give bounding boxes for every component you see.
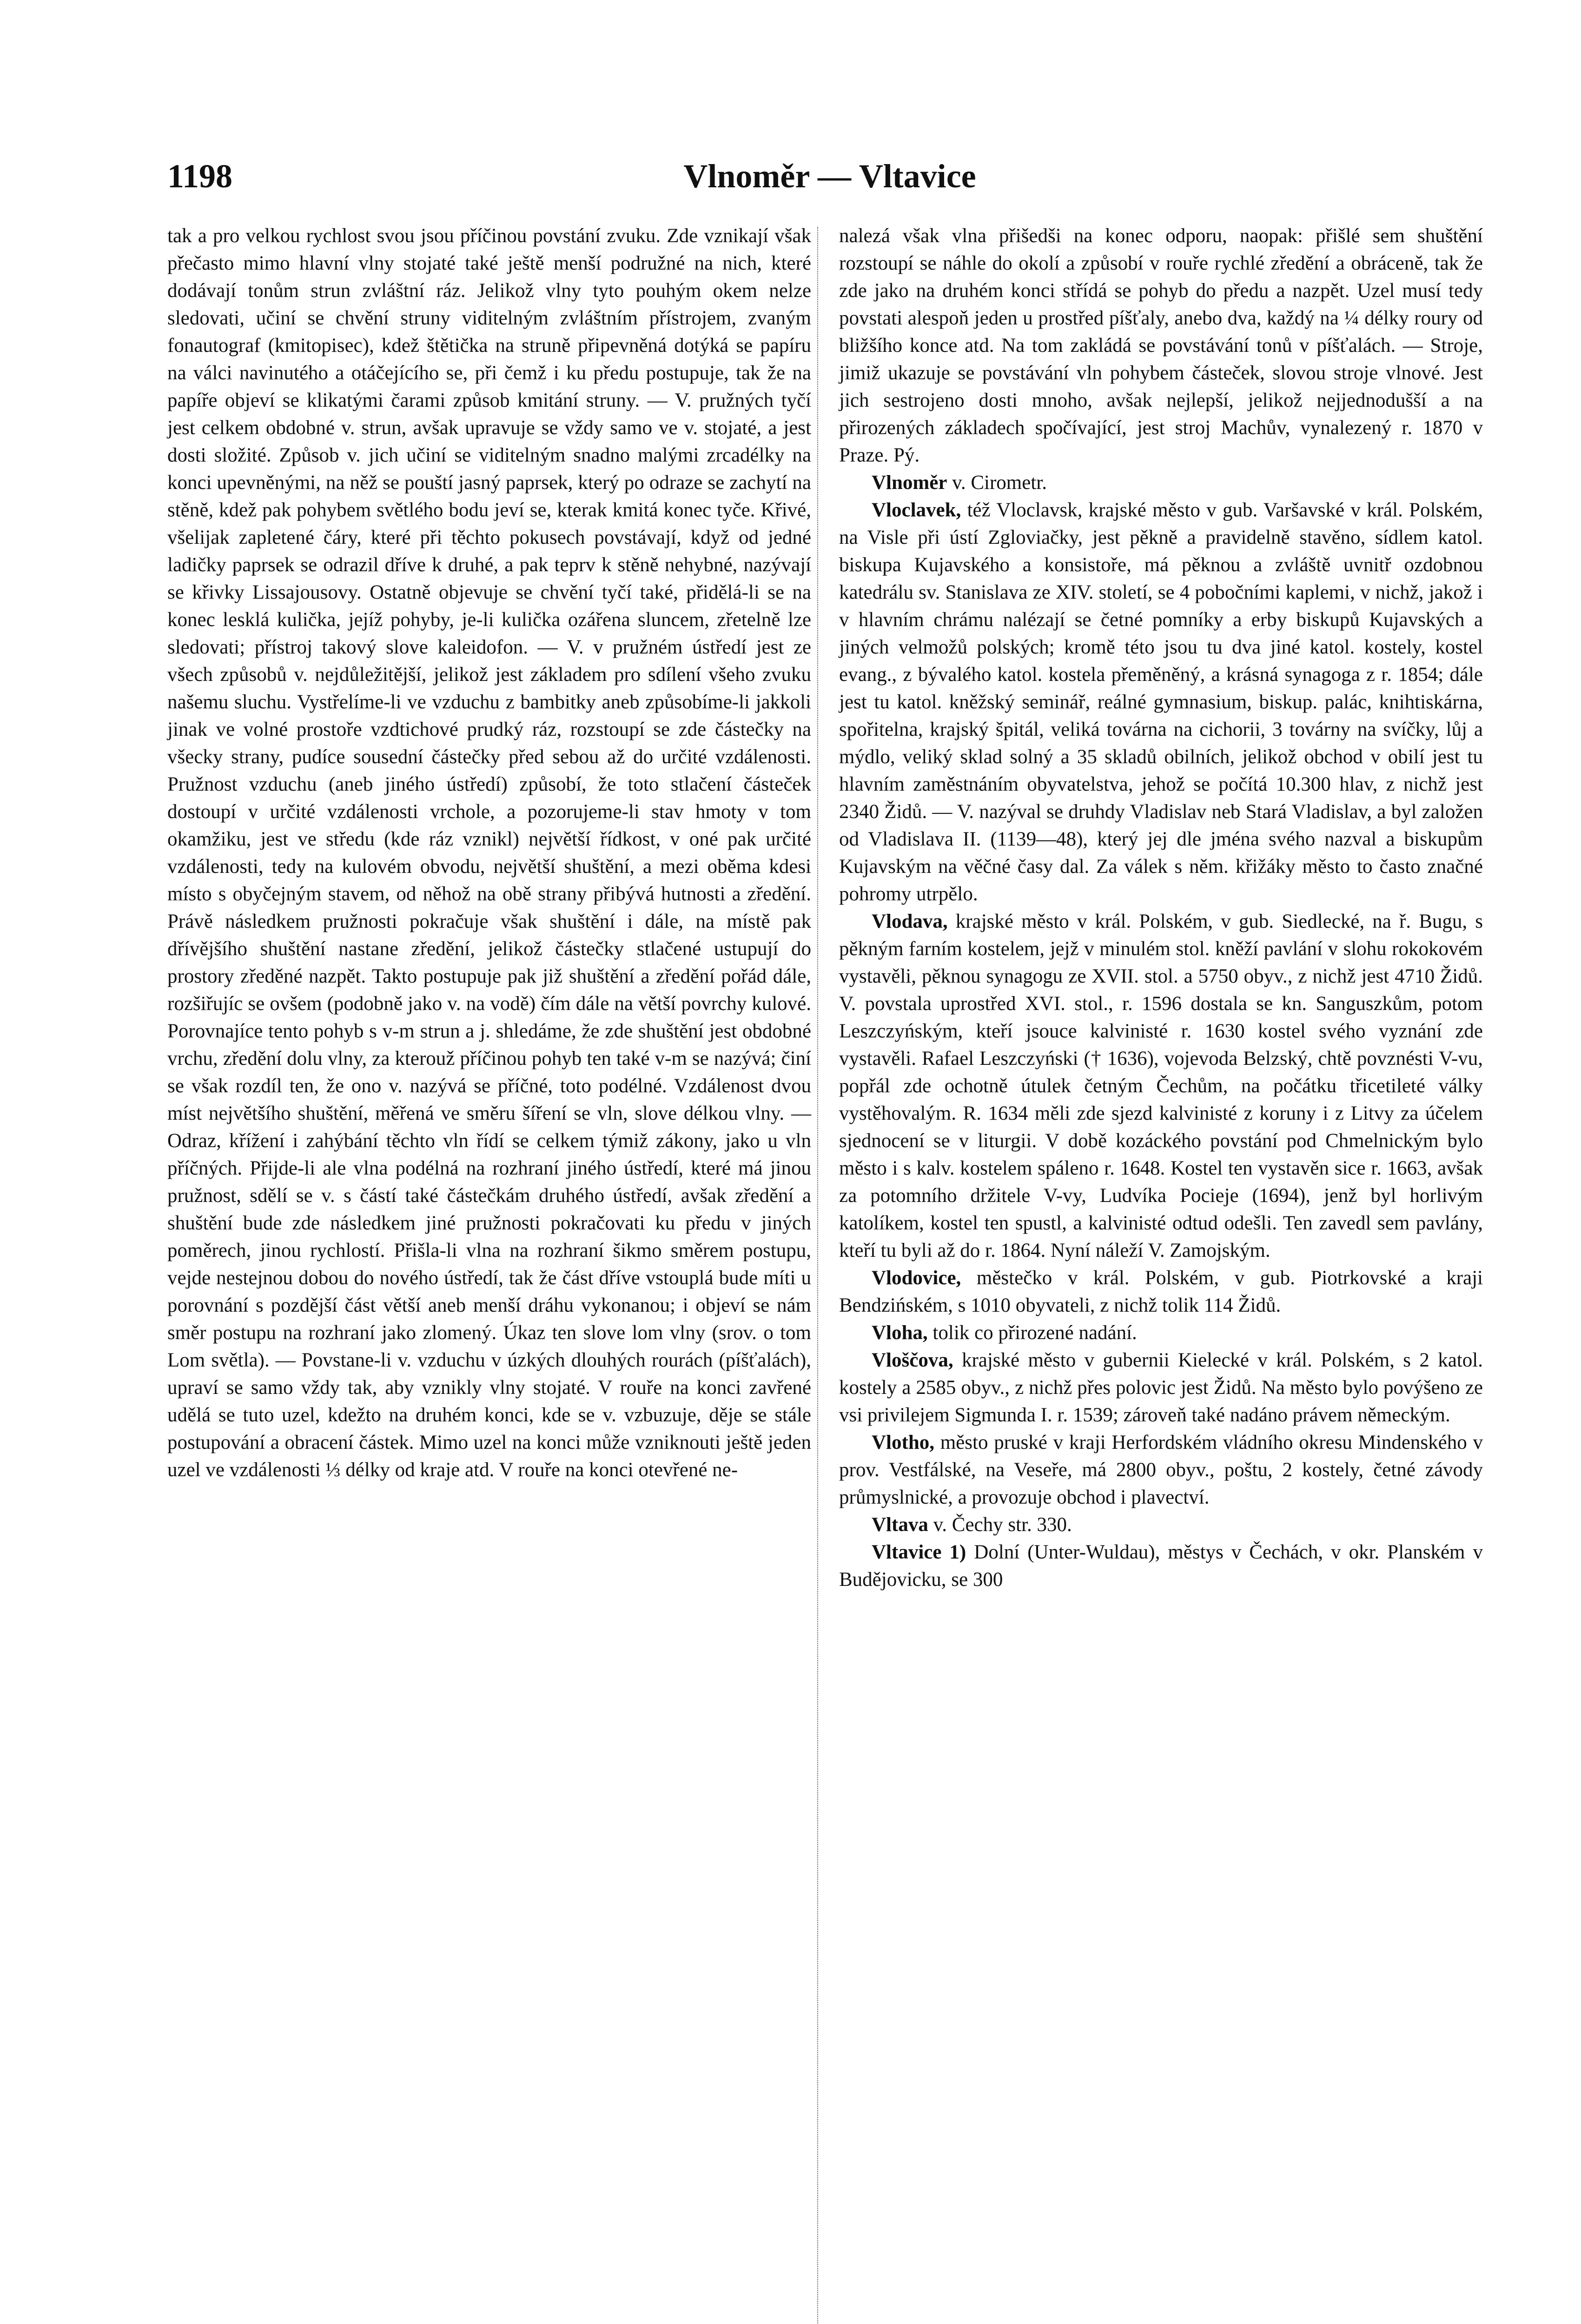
- right-column: [839, 222, 1483, 1593]
- entry-text: městečko v král. Polském, v gub. Piotrkovské a kraji Bendzińském, s 1010 obyvateli, z nichž tolik 114 Židů.: [839, 1267, 1483, 1316]
- entry-headword: Vloha,: [872, 1322, 928, 1344]
- entry-vltava: [839, 1511, 1483, 1538]
- page-title: Vlnoměr — Vltavice: [683, 158, 976, 195]
- page-number: 1198: [167, 158, 233, 195]
- entry-headword: Vlodava,: [872, 911, 948, 932]
- entry-vloha: [839, 1319, 1483, 1347]
- entry-headword: Vloščova,: [872, 1349, 953, 1371]
- entry-headword: Vltava: [872, 1514, 928, 1536]
- page: [153, 148, 1506, 2324]
- left-column: [167, 222, 811, 1484]
- paragraph: tak a pro velkou rychlost svou jsou příčinou povstání zvuku. Zde vznikají však přečasto mimo hlavní vlny stojaté také ještě menší podružné na nich, které dodávají tonům strun zvláštní ráz. Jelikož vlny tyto pouhým okem nelze sledovati, učiní se chvění struny viditelným zvláštním přístrojem, zvaným fonautograf (kmitopisec), kdež štětička na struně připevněná dotýká se papíru na válci navinutého a otáčejícího se, při čemž i ku předu postupuje, tak že na papíře objeví se klikatými čarami způsob kmitání struny. — V. pružných tyčí jest celkem obdobné v. strun, avšak upravuje se vždy samo ve v. stojaté, a jest dosti složité. Způsob v. jich učiní se viditelným snadno malými zrcadélky na konci upevněnými, na něž se pouští jasný paprsek, který po odraze se zachytí na stěně, kdež pak pohybem světlého bodu jeví se, kterak kmitá konec tyče. Křivé, všelijak zapletené čáry, které při těchto pokusech povstávají, když od jedné ladičky paprsek se odrazil dříve k druhé, a pak teprv k stěně nehybné, nazývají se křivky Lissajousovy. Ostatně objevuje se chvění tyčí také, přidělá-li se na konec lesklá kulička, jejíž pohyby, je-li kulička ozářena sluncem, zřetelně lze sledovati; přístroj takový slove kaleidofon. — V. v pružném ústředí jest ze všech způsobů v. nejdůležitější, jelikož jest základem pro sdílení všeho zvuku našemu sluchu. Vystřelíme-li ve vzduchu z bambitky aneb způsobíme-li jakkoli jinak ve volné prostoře vzdtichové prudký ráz, rozstoupí se zde částečky na všecky strany, pudíce sousední částečky před sebou až do určité vzdálenosti. Pružnost vzduchu (aneb jiného ústředí) způsobí, že toto stlačení částeček dostoupí v určité vzdálenosti vrchole, a pozorujeme-li stav hmoty v tom okamžiku, jest ve středu (kde ráz vznikl) největší řídkost, v oné pak určité vzdálenosti, tedy na kulovém obvodu, největší shuštění, a mezi oběma kdesi místo s obyčejným stavem, od něhož na obě strany přibývá hutnosti a zředění. Právě následkem pružnosti pokračuje však shuštění i dále, na místě pak dřívějšího shuštění nastane zředění, jelikož částečky stlačené ustupují do prostory zředěné nazpět. Takto postupuje pak již shuštění a zředění pořád dále, rozšiřujíc se ovšem (podobně jako v. na vodě) čím dále na větší povrchy kulové. Porovnajíce tento pohyb s v-m strun a j. shledáme, že zde shuštění jest obdobné vrchu, zředění dolu vlny, za kterouž příčinou pohyb ten také v-m se nazývá; činí se však rozdíl ten, že ono v. nazývá se příčné, toto podélné. Vzdálenost dvou míst největšího shuštění, měřená ve směru šíření se vln, slove délkou vlny. — Odraz, křížení i zahýbání těchto vln řídí se celkem týmiž zákony, jako u vln příčných. Přijde-li ale vlna podélná na rozhraní jiného ústředí, které má jinou pružnost, sdělí se v. s částí také částečkám druhého ústředí, avšak zředění a shuštění bude zde následkem jiné pružnosti pokračovati ku předu v jiných poměrech, jinou rychlostí. Přišla-li vlna na rozhraní šikmo směrem postupu, vejde nestejnou dobou do nového ústředí, tak že část dříve vstouplá bude míti u porovnání s pozdější část větší aneb menší dráhu vykonanou; i objeví se nám směr postupu na rozhraní jako zlomený. Úkaz ten slove lom vlny (srov. o tom Lom světla). — Povstane-li v. vzduchu v úzkých dlouhých rourách (píšťalách), upraví se samo vždy tak, aby vznikly vlny stojaté. V rouře na konci zavřené udělá se tuto uzel, kdežto na druhém konci, kde se v. vzbuzuje, děje se stále postupování a obracení částek. Mimo uzel na konci může vzniknouti ještě jeden uzel ve vzdálenosti ⅓ délky od kraje atd. V rouře na konci otevřené ne-: [167, 225, 811, 1481]
- entry-text: v. Cirometr.: [947, 472, 1047, 494]
- entry-text: krajské město v gubernii Kielecké v král. Polském, s 2 katol. kostely a 2585 obyv., z nichž přes polovic jest Židů. Na město bylo povýšeno ze vsi privilejem Sigmunda I. r. 1539; zároveň také nadáno právem německým.: [839, 1349, 1483, 1426]
- entry-vlotho: [839, 1429, 1483, 1511]
- entry-text: Dolní (Unter-Wuldau), městys v Čechách, v okr. Planském v Budějovicku, se 300: [839, 1541, 1483, 1591]
- entry-vlnomer: [839, 469, 1483, 496]
- entry-headword: Vlnoměr: [872, 472, 947, 494]
- entry-text: nalezá však vlna přišedši na konec odporu, naopak: přišlé sem shuštění rozstoupí se náhle do okolí a způsobí v rouře rychlé zředění a obráceně, tak že zde jako na druhém konci střídá se pohyb do předu a nazpět. Uzel musí tedy povstati alespoň jeden u prostřed píšťaly, anebo dva, každý na ¼ délky roury od bližšího konce atd. Na tom zakládá se povstávání tonů v píšťalách. — Stroje, jimiž ukazuje se povstávání vln pohybem částeček, slovou stroje vlnové. Jest jich sestrojeno dosti mnoho, avšak nejlepší, jelikož nejjednodušší a na přirozených základech spočívající, jest stroj Machův, vynalezený r. 1870 v Praze. Pý.: [839, 225, 1483, 466]
- paragraph: [839, 222, 1483, 469]
- entry-vloscova: [839, 1347, 1483, 1429]
- entry-headword: Vloclavek,: [872, 499, 961, 521]
- entry-headword: Vltavice 1): [872, 1541, 966, 1563]
- entry-text: město pruské v kraji Herfordském vládního okresu Mindenského v prov. Vestfálské, na Veseře, má 2800 obyv., poštu, 2 kostely, četné závody průmyslnické, a provozuje obchod i plavectví.: [839, 1432, 1483, 1508]
- column-divider: [817, 227, 818, 2324]
- running-header: [153, 148, 1506, 213]
- entry-vlodava: [839, 908, 1483, 1264]
- entry-vlodovice: [839, 1264, 1483, 1319]
- entry-text: krajské město v král. Polském, v gub. Siedlecké, na ř. Bugu, s pěkným farním kostelem, jejž v minulém stol. kněží pavlání v slohu rokokovém vystavěli, pěknou synagogu ze XVII. stol. a 5750 obyv., z nichž jest 4710 Židů. V. povstala uprostřed XVI. stol., r. 1596 dostala se kn. Sanguszkům, potom Leszczyńským, kteří jsouce kalvinisté r. 1630 kostel svého vyznání zde vystavěli. Rafael Leszczyński († 1636), vojevoda Belzský, chtě povznésti V-vu, popřál zde ochotně útulek četným Čechům, na počátku třicetileté války vystěhovalým. R. 1634 měli zde sjezd kalvinisté z koruny i z Litvy za účelem sjednocení se v liturgii. V době kozáckého povstání pod Chmelnickým bylo město i s kalv. kostelem spáleno r. 1648. Kostel ten vystavěn sice r. 1663, avšak za potomního držitele V-vy, Ludvíka Pocieje (1694), jenž byl horlivým katolíkem, kostel ten spustl, a kalvinisté odtud odešli. Ten zavedl sem pavlány, kteří tu byli až do r. 1864. Nyní náleží V. Zamojským.: [839, 911, 1483, 1261]
- entry-text: v. Čechy str. 330.: [928, 1514, 1072, 1536]
- entry-text: tolik co přirozené nadání.: [927, 1322, 1137, 1344]
- entry-text: též Vloclavsk, krajské město v gub. Varšavské v král. Polském, na Visle při ústí Zgloviačky, jest pěkně a pravidelně stavěno, sídlem katol. biskupa Kujavského a konsistoře, má pěknou a zvláště uvnitř ozdobnou katedrálu sv. Stanislava ze XIV. století, se 4 pobočními kaplemi, v nichž, jakož i v hlavním chrámu nalézají se četné pomníky a erby biskupů Kujavských a jiných velmožů polských; kromě této jsou tu dva jiné katol. kostely, kostel evang., z bývalého katol. kostela přeměněný, a krásná synagoga z r. 1854; dále jest tu katol. kněžský seminář, reálné gymnasium, biskup. palác, knihtiskárna, spořitelna, krajský špitál, veliká továrna na cichorii, 3 továrny na svíčky, lůj a mýdlo, veliký sklad solný a 35 skladů obilních, jelikož obchod v obilí jest tu hlavním zaměstnáním obyvatelstva, jehož se počítá 10.300 hlav, z nichž jest 2340 Židů. — V. nazýval se druhdy Vladislav neb Stará Vladislav, a byl založen od Vladislava II. (1139—48), který jej dle jména svého nazval a biskupům Kujavským na věčné časy dal. Za válek s něm. křižáky město to často značné pohromy utrpělo.: [839, 499, 1483, 905]
- entry-vltavice: [839, 1538, 1483, 1593]
- entry-vloclavek: [839, 496, 1483, 908]
- entry-headword: Vlotho,: [872, 1432, 934, 1453]
- entry-headword: Vlodovice,: [872, 1267, 961, 1289]
